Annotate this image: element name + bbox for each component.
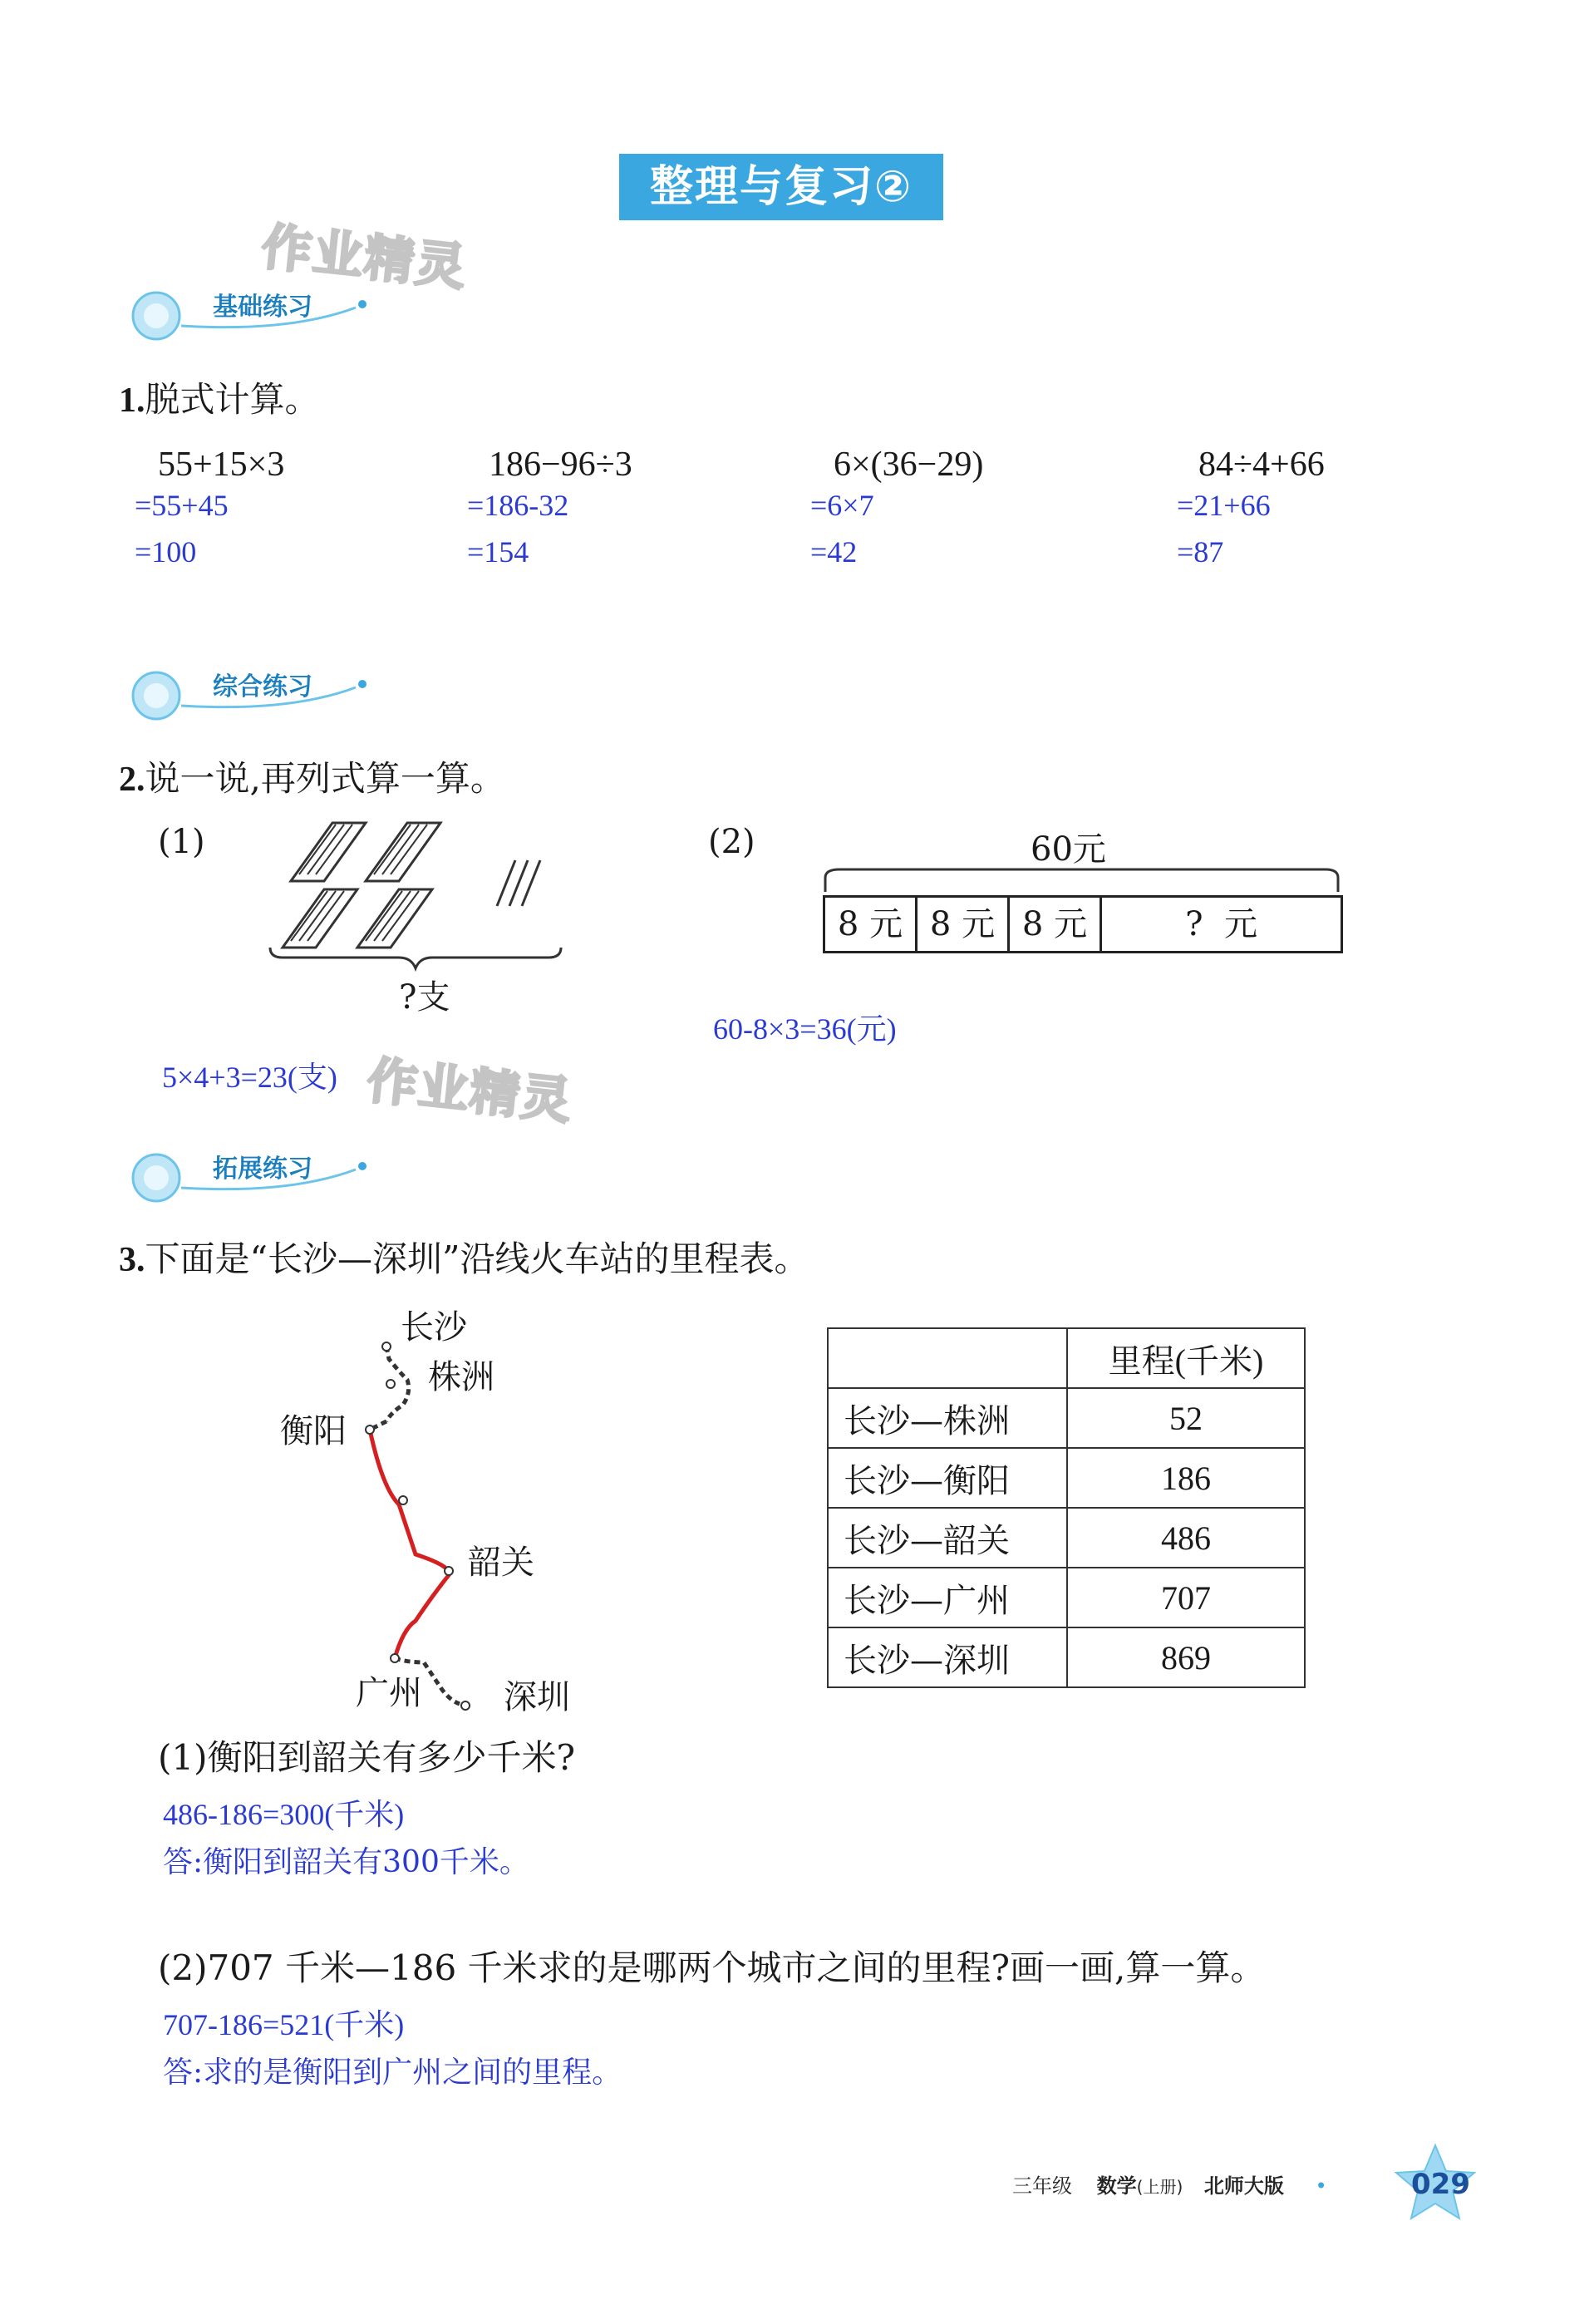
- map-label-shaoguan: 韶关: [468, 1544, 534, 1582]
- page-number: 029: [1411, 2168, 1470, 2201]
- section-tag-extension: [123, 1136, 372, 1203]
- section-label: 综合练习: [213, 672, 312, 702]
- calc-expr: 186−96÷3: [489, 446, 632, 484]
- footer-volume: (上册): [1136, 2177, 1183, 2197]
- table-header-row: [828, 1328, 1305, 1388]
- section-label: 基础练习: [213, 293, 312, 322]
- pencil-bundles-illustration: [266, 815, 565, 977]
- question-2-title: [119, 751, 505, 801]
- segment-unknown: ? 元: [1185, 905, 1257, 943]
- calc-result: =87: [1177, 535, 1224, 569]
- brace-label: ?支: [399, 978, 450, 1017]
- map-label-shenzhen: 深圳: [504, 1678, 570, 1716]
- sub-question-2: (2)707 千米—186 千米求的是哪两个城市之间的里程?画一画,算一算。: [158, 1947, 1266, 1988]
- footer-subject: 数学: [1096, 2174, 1137, 2198]
- question-number: 1.: [119, 382, 145, 420]
- question-prompt: 说一说,再列式算一算。: [145, 758, 505, 799]
- calc-expr: 55+15×3: [158, 446, 285, 484]
- answer-conclusion: 答:衡阳到韶关有300千米。: [163, 1845, 529, 1879]
- question-number: 2.: [119, 761, 145, 799]
- map-label-guangzhou: 广州: [356, 1674, 422, 1712]
- route-cell: 长沙—韶关: [828, 1508, 1067, 1568]
- watermark: 作业精灵: [364, 1051, 576, 1131]
- table-row: [828, 1388, 1305, 1448]
- section-tag-comprehensive: [123, 654, 372, 721]
- section-tag-basic: [123, 274, 372, 341]
- section-label: 拓展练习: [213, 1155, 312, 1184]
- brace: [270, 948, 561, 968]
- mileage-table: [827, 1327, 1306, 1688]
- question-prompt: 下面是“长沙—深圳”沿线火车站的里程表。: [145, 1238, 809, 1279]
- route-cell: 长沙—株洲: [828, 1388, 1067, 1448]
- dot-icon: •: [1315, 2174, 1327, 2198]
- calc-result: =154: [467, 535, 529, 569]
- calc-result: =42: [810, 535, 858, 569]
- table-row: [828, 1508, 1305, 1568]
- question-1-title: [119, 372, 320, 422]
- calc-step: =6×7: [810, 489, 874, 522]
- segment: 8 元: [918, 898, 1010, 951]
- calc-expr: 6×(36−29): [834, 446, 984, 484]
- calc-step: =55+45: [135, 489, 229, 522]
- answer: 486-186=300(千米): [163, 1798, 405, 1831]
- km-cell: 52: [1067, 1388, 1305, 1448]
- calc-step: =186-32: [467, 489, 569, 522]
- calc-expr: 84÷4+66: [1198, 446, 1325, 484]
- page-title: 整理与复习②: [619, 154, 943, 220]
- answer: 707-186=521(千米): [163, 2008, 405, 2041]
- answer-conclusion: 答:求的是衡阳到广州之间的里程。: [163, 2056, 622, 2090]
- segment-bar: [823, 895, 1343, 953]
- km-cell: 186: [1067, 1448, 1305, 1508]
- km-cell: 486: [1067, 1508, 1305, 1568]
- segment: 8 元: [1010, 898, 1102, 951]
- sub-question-1: (1)衡阳到韶关有多少千米?: [158, 1737, 576, 1778]
- part-label: (2): [708, 823, 755, 861]
- top-brace: [823, 863, 1342, 896]
- route-cell: 长沙—广州: [828, 1568, 1067, 1627]
- table-row: [828, 1448, 1305, 1508]
- footer-grade: 三年级: [1012, 2174, 1072, 2198]
- watermark: 作业精灵: [258, 218, 470, 298]
- table-corner-cell: [828, 1328, 1067, 1388]
- table-row: [828, 1627, 1305, 1687]
- table-header: 里程(千米): [1067, 1328, 1305, 1388]
- footer-edition: 北师大版: [1203, 2174, 1284, 2198]
- answer: 5×4+3=23(支): [162, 1061, 337, 1094]
- km-cell: 869: [1067, 1627, 1305, 1687]
- question-3-title: [119, 1232, 809, 1282]
- route-cell: 长沙—衡阳: [828, 1448, 1067, 1508]
- question-prompt: 脱式计算。: [145, 379, 320, 420]
- answer: 60-8×3=36(元): [713, 1012, 897, 1046]
- route-cell: 长沙—深圳: [828, 1627, 1067, 1687]
- km-cell: 707: [1067, 1568, 1305, 1627]
- table-row: [828, 1568, 1305, 1627]
- map-label-zhuzhou: 株洲: [428, 1358, 494, 1396]
- footer-info: [1012, 2169, 1327, 2198]
- map-label-changsha: 长沙: [401, 1308, 467, 1347]
- map-label-hengyang: 衡阳: [280, 1412, 347, 1450]
- question-number: 3.: [119, 1241, 145, 1279]
- total-label: 60元: [1031, 830, 1106, 869]
- calc-step: =21+66: [1177, 489, 1271, 522]
- calc-result: =100: [135, 535, 197, 569]
- segment: 8 元: [825, 898, 918, 951]
- part-label: (1): [158, 823, 205, 861]
